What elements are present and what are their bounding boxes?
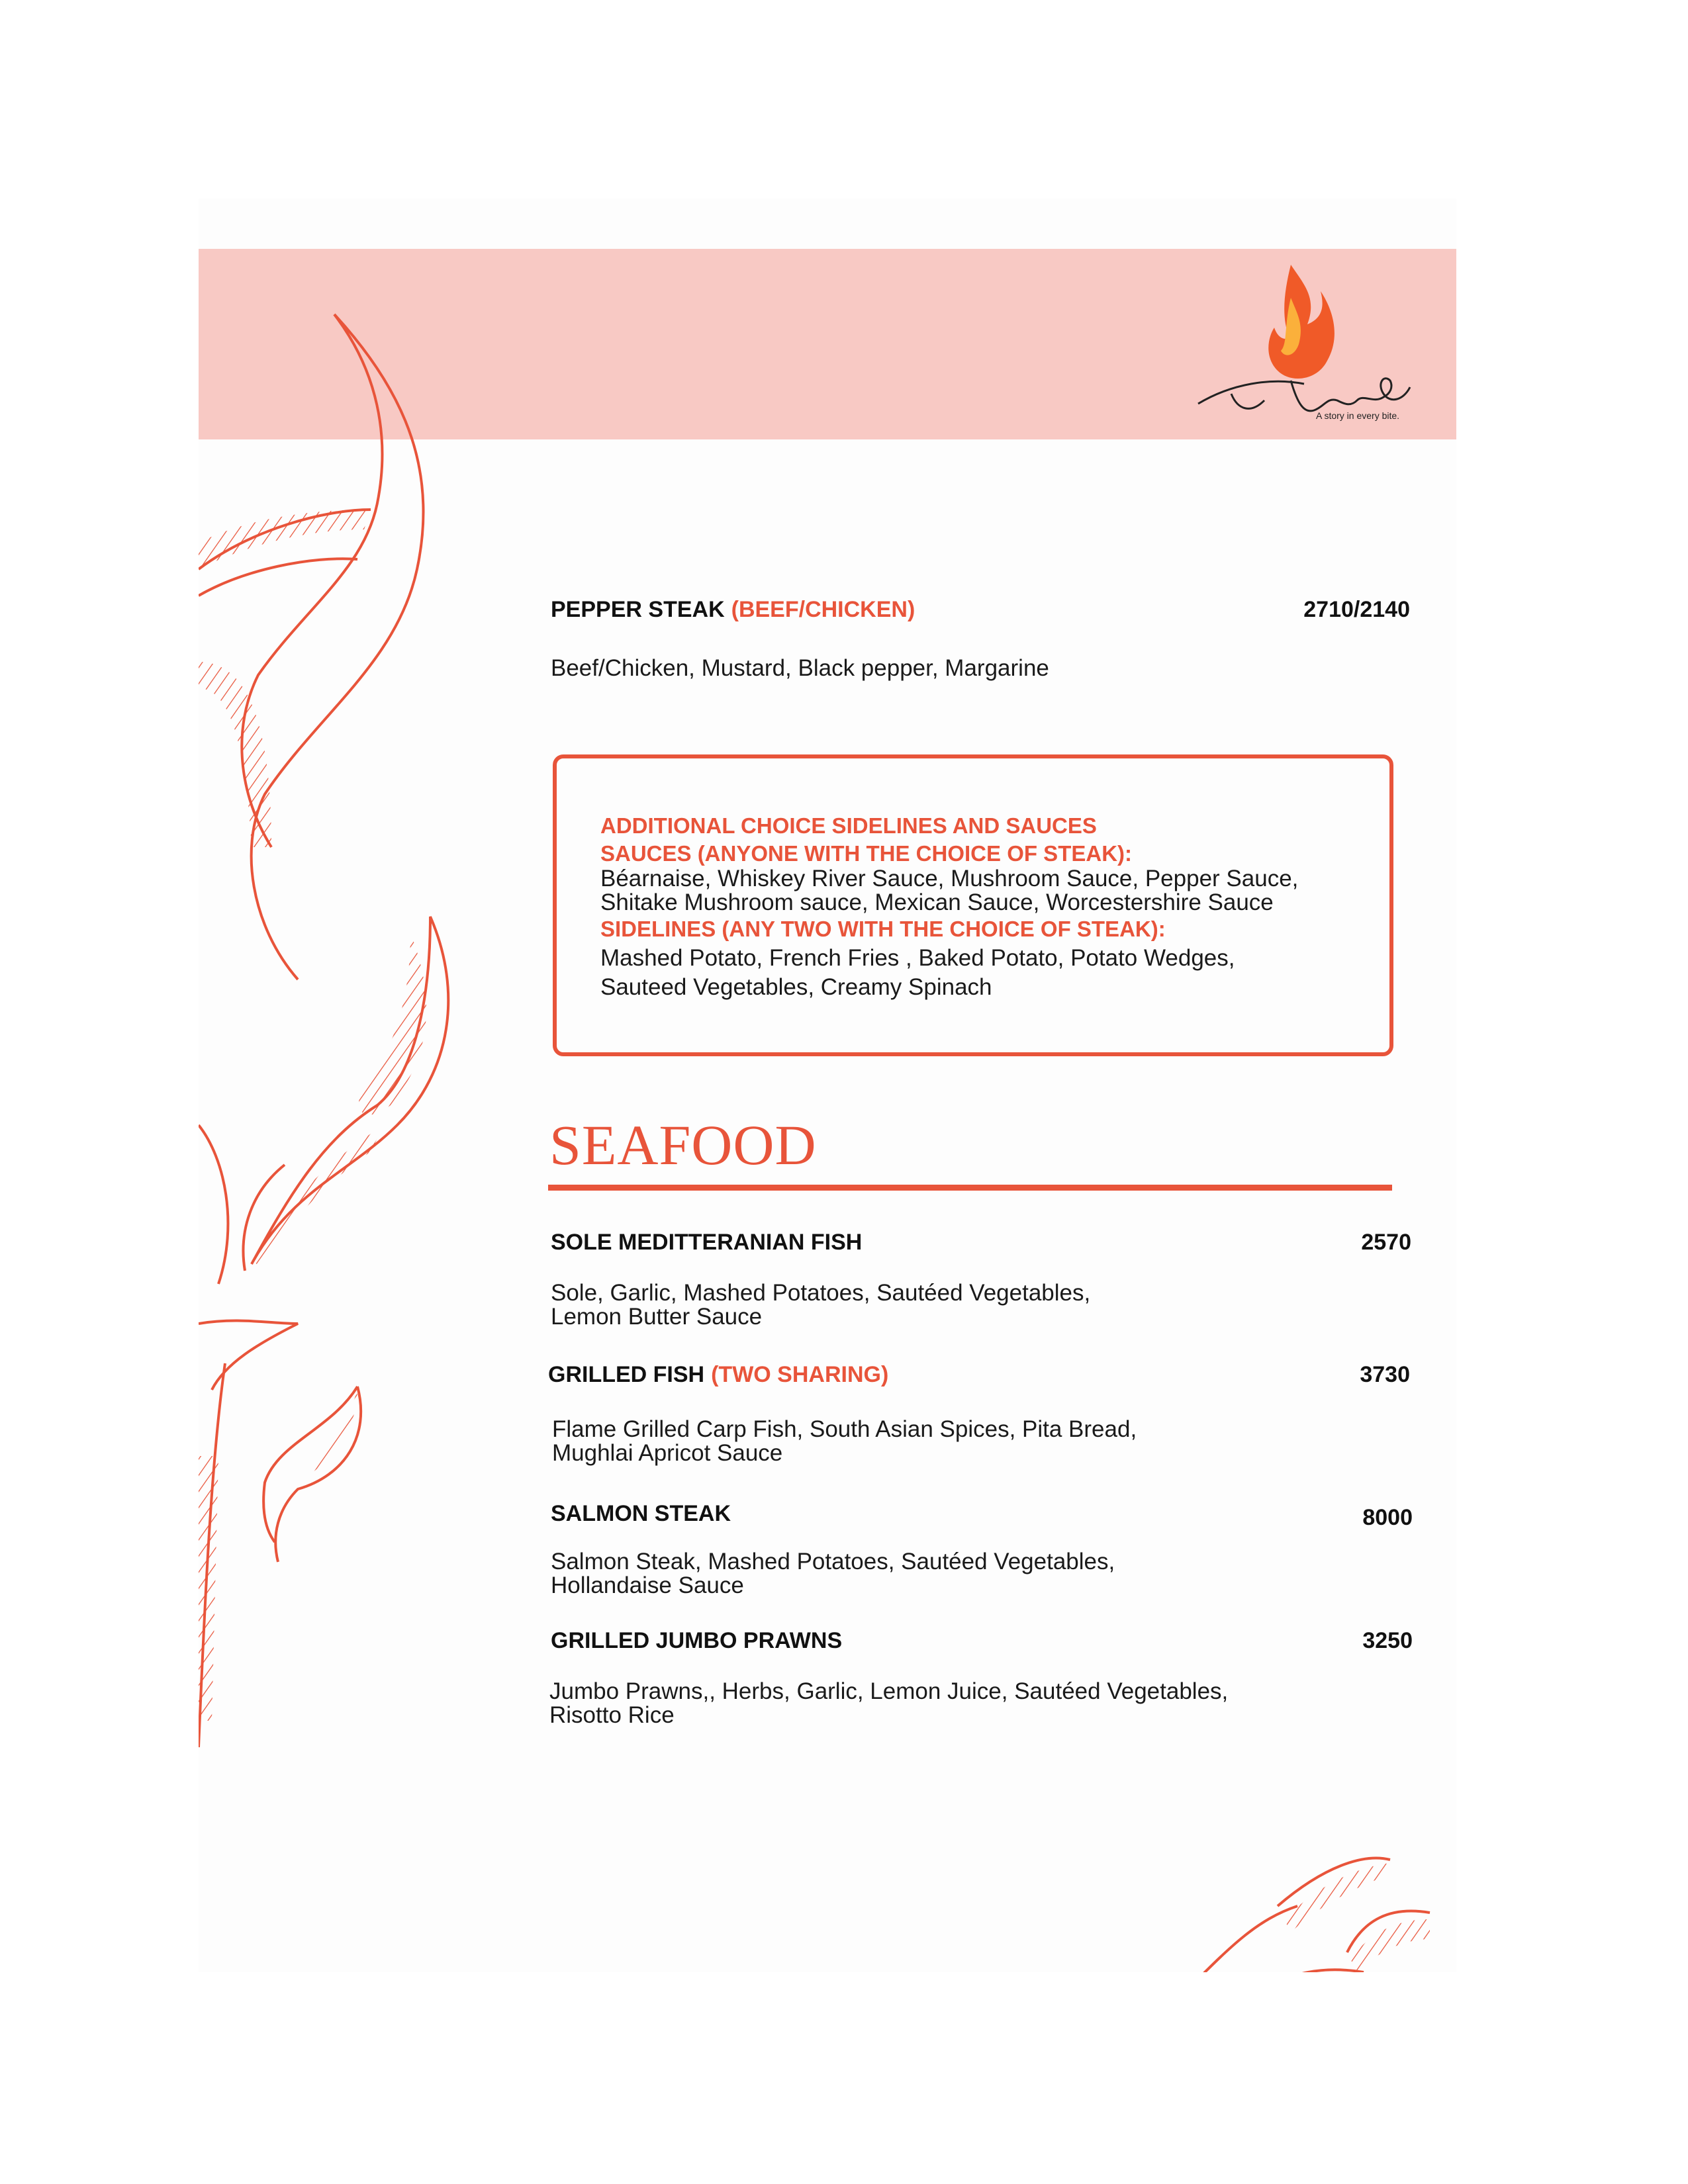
item-description — [551, 1281, 1090, 1329]
item-description: Beef/Chicken, Mustard, Black pepper, Margarine — [551, 655, 1049, 681]
sauces-line-1: Béarnaise, Whiskey River Sauce, Mushroom Sauce, Pepper Sauce, — [600, 866, 1299, 891]
brand-tagline: A story in every bite. — [1316, 410, 1400, 421]
item-description — [552, 1418, 1137, 1465]
menu-page — [199, 199, 1456, 1972]
item-name — [548, 1362, 888, 1388]
additional-choices-box — [553, 754, 1393, 1056]
item-description-line: Lemon Butter Sauce — [551, 1304, 763, 1330]
item-price: 2570 — [1361, 1230, 1411, 1255]
item-title: SALMON STEAK — [551, 1501, 731, 1526]
item-price: 3730 — [1360, 1362, 1410, 1387]
item-variant: (TWO SHARING) — [711, 1362, 889, 1387]
item-name — [551, 1230, 862, 1255]
item-description-line: Salmon Steak, Mashed Potatoes, Sautéed Vegetables, — [551, 1549, 1115, 1574]
item-description-line: Risotto Rice — [549, 1702, 675, 1728]
sauces-line-2: Shitake Mushroom sauce, Mexican Sauce, Worcestershire Sauce — [600, 889, 1274, 915]
brand-logo — [1192, 251, 1417, 437]
item-variant: (BEEF/CHICKEN) — [731, 597, 915, 622]
item-name — [551, 597, 915, 623]
item-name — [551, 1628, 842, 1654]
item-description-line: Jumbo Prawns,, Herbs, Garlic, Lemon Juice, Sautéed Vegetables, — [549, 1678, 1229, 1704]
item-description — [551, 1550, 1115, 1598]
flame-icon — [1192, 251, 1417, 437]
choices-title: ADDITIONAL CHOICE SIDELINES AND SAUCES — [600, 813, 1097, 838]
item-description — [549, 1680, 1228, 1727]
sidelines-line-1: Mashed Potato, French Fries , Baked Potato, Potato Wedges, — [600, 945, 1235, 971]
item-description-line: Mughlai Apricot Sauce — [552, 1440, 783, 1466]
item-price: 2710/2140 — [1303, 597, 1410, 622]
item-title: SOLE MEDITTERANIAN FISH — [551, 1230, 863, 1255]
section-title-seafood: SEAFOOD — [549, 1113, 817, 1177]
item-title: GRILLED FISH — [548, 1362, 705, 1387]
item-title: PEPPER STEAK — [551, 597, 725, 622]
item-description-line: Hollandaise Sauce — [551, 1572, 744, 1598]
sidelines-line-2: Sauteed Vegetables, Creamy Spinach — [600, 974, 992, 1000]
item-price: 8000 — [1362, 1505, 1413, 1530]
section-divider — [548, 1185, 1392, 1191]
item-name — [551, 1501, 731, 1527]
item-description-line: Sole, Garlic, Mashed Potatoes, Sautéed Vegetables, — [551, 1280, 1091, 1306]
sidelines-heading: SIDELINES (ANY TWO WITH THE CHOICE OF STEAK): — [600, 917, 1166, 941]
item-title: GRILLED JUMBO PRAWNS — [551, 1628, 843, 1653]
item-price: 3250 — [1362, 1628, 1413, 1653]
item-description-line: Flame Grilled Carp Fish, South Asian Spices, Pita Bread, — [552, 1416, 1137, 1442]
sauces-heading: SAUCES (ANYONE WITH THE CHOICE OF STEAK): — [600, 841, 1133, 866]
